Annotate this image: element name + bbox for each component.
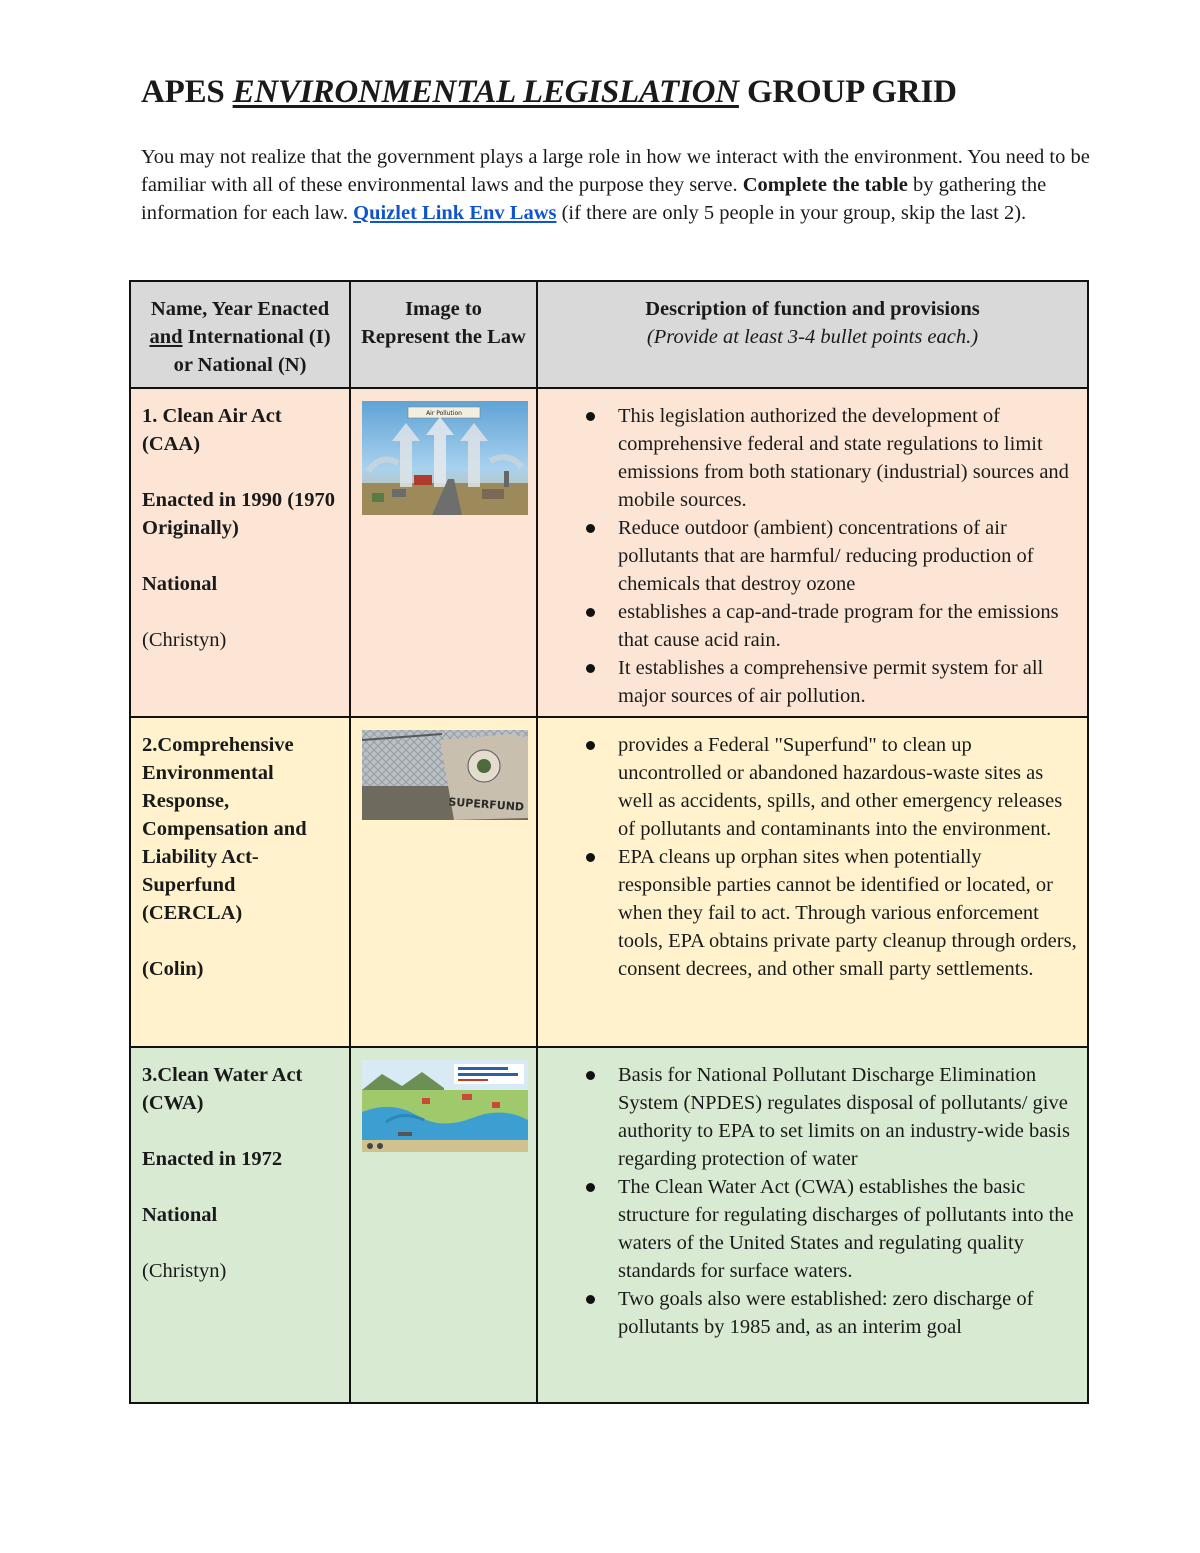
law-name: 3.Clean Water Act (CWA) (142, 1064, 303, 1114)
law-enacted: Enacted in 1972 (142, 1148, 283, 1170)
law-image-cell (350, 1047, 537, 1403)
law-description-cell (537, 1047, 1088, 1403)
header-description (537, 281, 1088, 388)
intro-text-2: by gathering the information for each law. (141, 174, 1047, 224)
list-item: The Clean Water Act (CWA) establishes the basic structure for regulating discharges of pollutants into the waters of the United States and regulating quality standards for surface waters. (618, 1173, 1077, 1285)
list-item: It establishes a comprehensive permit system for all major sources of air pollution. (618, 654, 1077, 710)
quizlet-link[interactable]: Quizlet Link Env Laws (353, 202, 557, 224)
law-description-cell (537, 388, 1088, 717)
title-prefix: APES (141, 74, 233, 110)
law-bullets (538, 402, 1077, 710)
law-enacted: Enacted in 1990 (1970 Originally) (142, 489, 336, 539)
law-image-cell (350, 388, 537, 717)
table-row (130, 717, 1088, 1047)
intro-bold: Complete the table (742, 174, 908, 196)
list-item: Basis for National Pollutant Discharge Elimination System (NPDES) regulates disposal of pollutants/ give authority to EPA to set limits on an industry-wide basis regarding protection of water (618, 1061, 1077, 1173)
list-item: establishes a cap-and-trade program for the emissions that cause acid rain. (618, 598, 1077, 654)
law-student: (Colin) (142, 958, 204, 980)
header-desc-title: Description of function and provisions (645, 298, 980, 320)
table-row (130, 388, 1088, 717)
intro-paragraph (141, 143, 1136, 227)
list-item: provides a Federal "Superfund" to clean up uncontrolled or abandoned hazardous-waste sites as well as accidents, spills, and other emergency releases of pollutants and contaminants into the environment. (618, 731, 1077, 843)
intro-text-3: (if there are only 5 people in your group, skip the last 2). (556, 202, 1027, 224)
law-name-cell (130, 717, 350, 1047)
superfund-sign-image (362, 730, 528, 820)
header-name (130, 281, 350, 388)
list-item: Reduce outdoor (ambient) concentrations of air pollutants that are harmful/ reducing production of chemicals that destroy ozone (618, 514, 1077, 598)
page-title (141, 74, 957, 111)
intro-text-1: You may not realize that the government plays a large role in how we interact with the environment. You need to be familiar with all of these environmental laws and the purpose they serve. (141, 146, 1090, 196)
header-name-part2: International (I) or National (N) (173, 326, 331, 376)
water-pollution-diagram-image (362, 1060, 528, 1152)
legislation-grid (129, 280, 1089, 1404)
title-emphasis: ENVIRONMENTAL LEGISLATION (232, 74, 739, 110)
header-image: Image to Represent the Law (350, 281, 537, 388)
table-header-row (130, 281, 1088, 388)
law-bullets (538, 1061, 1077, 1341)
air-image-caption: Air Pollution (426, 410, 462, 417)
law-image-cell (350, 717, 537, 1047)
law-scope: National (142, 1204, 218, 1226)
superfund-sign-text: SUPERFUND (448, 795, 525, 814)
law-name-cell (130, 1047, 350, 1403)
list-item: EPA cleans up orphan sites when potentially responsible parties cannot be identified or located, or when they fail to act. Through various enforcement tools, EPA obtains private party cleanup through orders, consent decrees, and other small party settlements. (618, 843, 1077, 983)
law-name: 1. Clean Air Act (CAA) (142, 405, 282, 455)
header-name-and: and (149, 326, 183, 348)
law-scope: National (142, 573, 218, 595)
law-bullets (538, 731, 1077, 983)
law-student: (Christyn) (142, 1260, 227, 1282)
header-name-part1: Name, Year Enacted (150, 298, 330, 320)
law-name: 2.Comprehensive Environmental Response, Compensation and Liability Act- Superfund (CERCLA) (142, 734, 307, 924)
law-name-cell (130, 388, 350, 717)
law-student: (Christyn) (142, 629, 227, 651)
table-row (130, 1047, 1088, 1403)
title-suffix: GROUP GRID (738, 74, 957, 110)
header-desc-subtitle: (Provide at least 3-4 bullet points each.) (646, 326, 979, 348)
law-description-cell (537, 717, 1088, 1047)
list-item: This legislation authorized the development of comprehensive federal and state regulations to limit emissions from both stationary (industrial) sources and mobile sources. (618, 402, 1077, 514)
list-item: Two goals also were established: zero discharge of pollutants by 1985 and, as an interim goal (618, 1285, 1077, 1341)
air-pollution-diagram-image (362, 401, 528, 515)
